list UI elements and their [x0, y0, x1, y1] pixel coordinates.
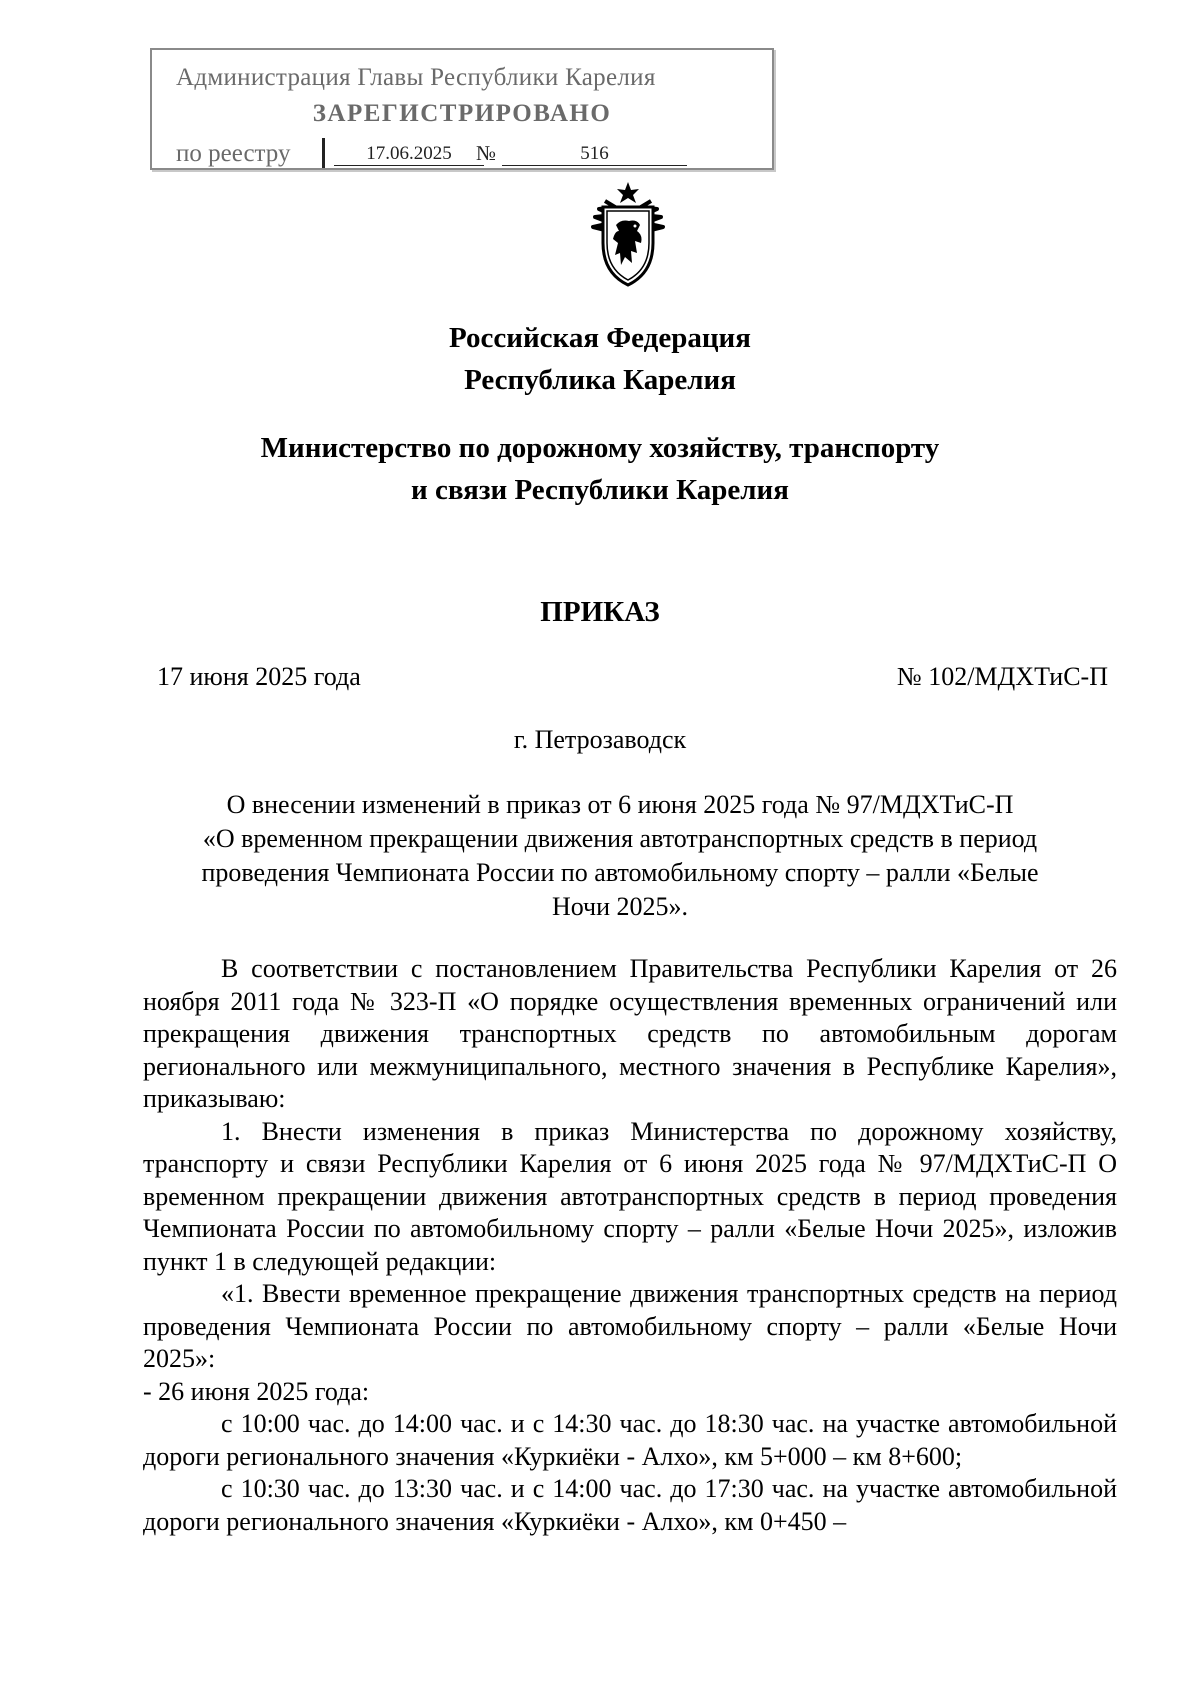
document-type: ПРИКАЗ [540, 596, 660, 628]
stamp-number: 516 [502, 143, 687, 166]
stamp-date: 17.06.2025 [334, 143, 484, 166]
stamp-administration: Администрация Главы Республики Карелия [176, 64, 656, 91]
stamp-number-sign: № [476, 141, 497, 165]
stamp-divider [322, 138, 325, 168]
subject-line: проведения Чемпионата России по автомобильному спорту – ралли «Белые [201, 858, 1039, 887]
stamp-registered: ЗАРЕГИСТРИРОВАНО [312, 100, 612, 127]
body-paragraph: «1. Ввести временное прекращение движения транспортных средств на период проведения Чемпионата России по автомобильному спорту – ралли «Белые Ночи 2025»: [143, 1279, 1117, 1373]
header-country: Российская Федерация [449, 322, 751, 354]
registration-stamp [150, 48, 774, 170]
body-paragraph: с 10:00 час. до 14:00 час. и с 14:30 час. до 18:30 час. на участке автомобильной дороги регионального значения «Куркиёки - Алхо», км 5+000 – км 8+600; [143, 1409, 1117, 1471]
document-city: г. Петрозаводск [513, 725, 687, 754]
document-subject [160, 788, 1080, 924]
body-paragraph: с 10:30 час. до 13:30 час. и с 14:00 час. до 17:30 час. на участке автомобильной дороги регионального значения «Куркиёки - Алхо», км 0+450 – [143, 1474, 1117, 1536]
body-paragraph: В соответствии с постановлением Правительства Республики Карелия от 26 ноября 2011 года № 323-П «О порядке осуществления временных ограничений или прекращения движения транспортных средств по автомобильным дорогам регионального или межмуниципального, местного значения в Республике Карелия», приказываю: [143, 954, 1117, 1113]
subject-line: «О временном прекращении движения автотранспортных средств в период [202, 824, 1038, 853]
body-paragraph: 1. Внести изменения в приказ Министерства по дорожному хозяйству, транспорту и связи Республики Карелия от 6 июня 2025 года № 97/МДХТиС-П О временном прекращении движения автотранспортных средств в период проведения Чемпионата России по автомобильному спорту – ралли «Белые Ночи 2025», изложив пункт 1 в следующей редакции: [143, 1116, 1117, 1276]
header-ministry-line2: и связи Республики Карелия [411, 474, 789, 506]
subject-line: О внесении изменений в приказ от 6 июня 2025 года № 97/МДХТиС-П [226, 790, 1014, 819]
body-paragraph: - 26 июня 2025 года: [143, 1376, 370, 1406]
subject-line: Ночи 2025». [551, 892, 689, 921]
karelia-coat-of-arms-icon [585, 181, 671, 289]
header-ministry-line1: Министерство по дорожному хозяйству, транспорту [260, 432, 940, 464]
document-body [143, 953, 1117, 1538]
document-number: № 102/МДХТиС-П [896, 662, 1108, 691]
stamp-registry-label: по реестру [176, 140, 291, 167]
document-date: 17 июня 2025 года [157, 662, 361, 691]
header-republic: Республика Карелия [464, 364, 736, 396]
